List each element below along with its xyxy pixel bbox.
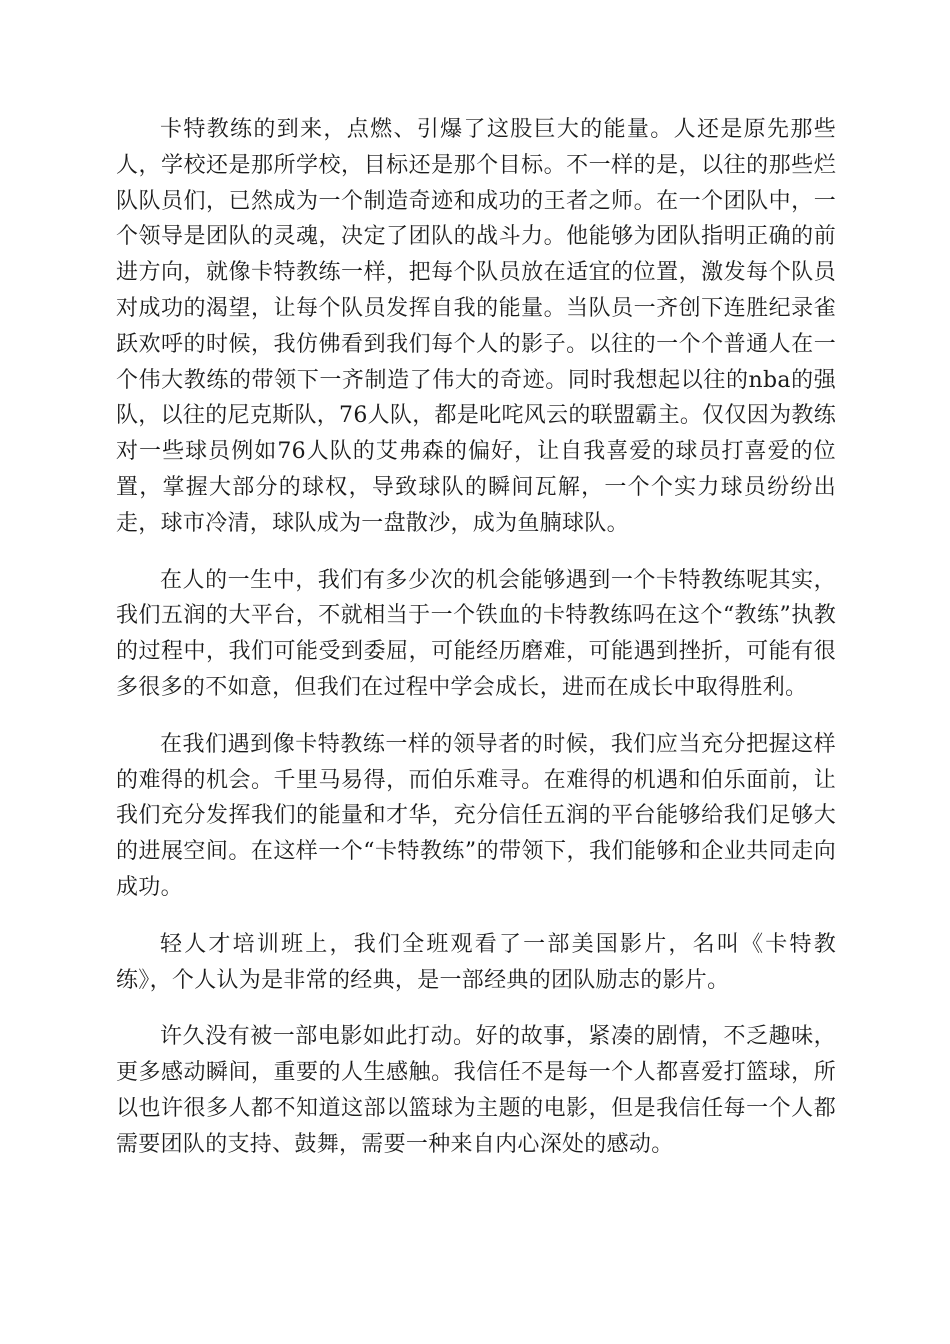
paragraph-3: 在我们遇到像卡特教练一样的领导者的时候，我们应当充分把握这样的难得的机会。千里马易得，而伯乐难寻。在难得的机遇和伯乐面前，让我们充分发挥我们的能量和才华，充分信任五润的平台能够给我们足够大的进展空间。在这样一个“卡特教练”的带领下，我们能够和企业共同走向成功。 [116, 731, 836, 900]
paragraph-4: 轻人才培训班上，我们全班观看了一部美国影片，名叫《卡特教练》，个人认为是非常的经典，是一部经典的团队励志的影片。 [116, 931, 836, 993]
document-body [116, 112, 836, 1184]
paragraph-1: 卡特教练的到来，点燃、引爆了这股巨大的能量。人还是原先那些人，学校还是那所学校，目标还是那个目标。不一样的是，以往的那些烂队队员们，已然成为一个制造奇迹和成功的王者之师。在一个团队中，一个领导是团队的灵魂，决定了团队的战斗力。他能够为团队指明正确的前进方向，就像卡特教练一样，把每个队员放在适宜的位置，激发每个队员对成功的渴望，让每个队员发挥自我的能量。当队员一齐创下连胜纪录雀跃欢呼的时候，我仿佛看到我们每个人的影子。以往的一个个普通人在一个伟大教练的带领下一齐制造了伟大的奇迹。同时我想起以往的nba的强队，以往的尼克斯队，76人队，都是叱咤风云的联盟霸主。仅仅因为教练对一些球员例如76人队的艾弗森的偏好，让自我喜爱的球员打喜爱的位置，掌握大部分的球权，导致球队的瞬间瓦解，一个个实力球员纷纷出走，球市冷清，球队成为一盘散沙，成为鱼腩球队。 [116, 117, 836, 536]
paragraph-2: 在人的一生中，我们有多少次的机会能够遇到一个卡特教练呢其实，我们五润的大平台，不就相当于一个铁血的卡特教练吗在这个“教练”执教的过程中，我们可能受到委屈，可能经历磨难，可能遇到挫折，可能有很多很多的不如意，但我们在过程中学会成长，进而在成长中取得胜利。 [116, 567, 836, 700]
paragraph-5: 许久没有被一部电影如此打动。好的故事，紧凑的剧情，不乏趣味，更多感动瞬间，重要的人生感触。我信任不是每一个人都喜爱打篮球，所以也许很多人都不知道这部以篮球为主题的电影，但是我信任每一个人都需要团队的支持、鼓舞，需要一种来自内心深处的感动。 [116, 1024, 836, 1157]
